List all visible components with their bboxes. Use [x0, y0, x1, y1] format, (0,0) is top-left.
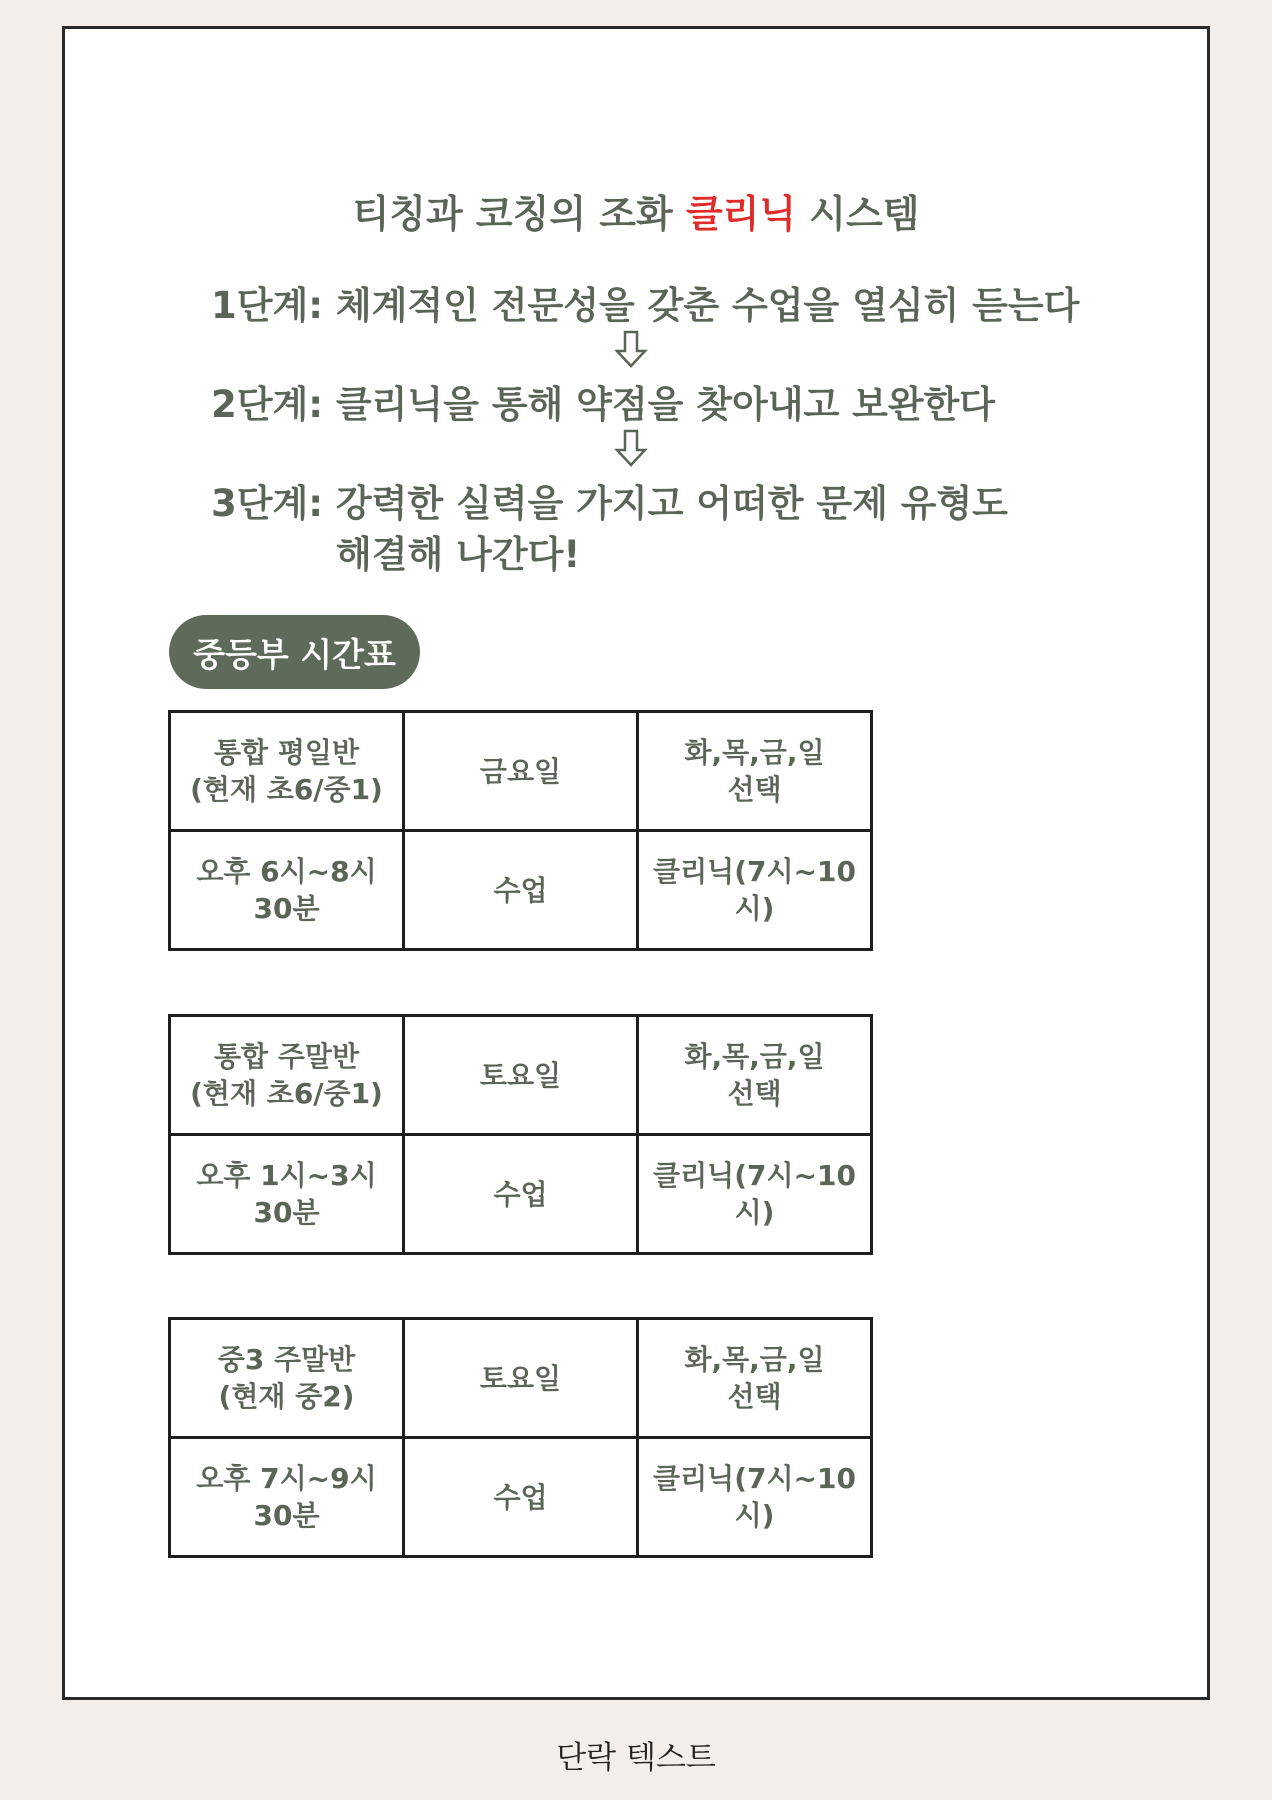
down-arrow-icon: [613, 428, 649, 468]
headline-suffix: 시스템: [796, 192, 920, 236]
table-cell: 통합 주말반 (현재 초6/중1): [170, 1016, 404, 1135]
table-row: [170, 1438, 872, 1557]
table-cell: 클리닉(7시~10 시): [638, 1135, 872, 1254]
step-2: 2단계: 클리닉을 통해 약점을 찾아내고 보완한다: [211, 383, 996, 426]
schedule-table-grade3: [168, 1317, 873, 1558]
table-cell: 클리닉(7시~10 시): [638, 1438, 872, 1557]
section-title-pill: 중등부 시간표: [169, 615, 420, 689]
step-3-continuation: 해결해 나간다!: [336, 533, 581, 576]
content-card: [62, 26, 1210, 1700]
table-cell: 통합 평일반 (현재 초6/중1): [170, 712, 404, 831]
step-3: 3단계: 강력한 실력을 가지고 어떠한 문제 유형도: [211, 482, 1008, 525]
table-cell: 화,목,금,일 선택: [638, 712, 872, 831]
table-cell: 오후 1시~3시 30분: [170, 1135, 404, 1254]
headline-prefix: 티칭과 코칭의 조화: [352, 192, 686, 236]
headline-accent: 클리닉: [685, 192, 797, 236]
schedule-table-weekday: [168, 710, 873, 951]
table-cell: 오후 7시~9시 30분: [170, 1438, 404, 1557]
table-row: [170, 831, 872, 950]
down-arrow-icon: [613, 329, 649, 369]
table-cell: 금요일: [404, 712, 638, 831]
table-cell: 수업: [404, 1438, 638, 1557]
table-row: [170, 1016, 872, 1135]
step-1: 1단계: 체계적인 전문성을 갖춘 수업을 열심히 듣는다: [211, 284, 1080, 327]
headline: [65, 183, 1207, 238]
table-row: [170, 712, 872, 831]
table-cell: 수업: [404, 1135, 638, 1254]
table-cell: 화,목,금,일 선택: [638, 1016, 872, 1135]
table-cell: 중3 주말반 (현재 중2): [170, 1319, 404, 1438]
table-cell: 화,목,금,일 선택: [638, 1319, 872, 1438]
schedule-table-weekend: [168, 1014, 873, 1255]
table-cell: 토요일: [404, 1016, 638, 1135]
table-row: [170, 1319, 872, 1438]
paragraph-text-footer[interactable]: 단락 텍스트: [556, 1740, 716, 1776]
table-cell: 수업: [404, 831, 638, 950]
table-cell: 클리닉(7시~10 시): [638, 831, 872, 950]
table-cell: 오후 6시~8시 30분: [170, 831, 404, 950]
table-cell: 토요일: [404, 1319, 638, 1438]
table-row: [170, 1135, 872, 1254]
